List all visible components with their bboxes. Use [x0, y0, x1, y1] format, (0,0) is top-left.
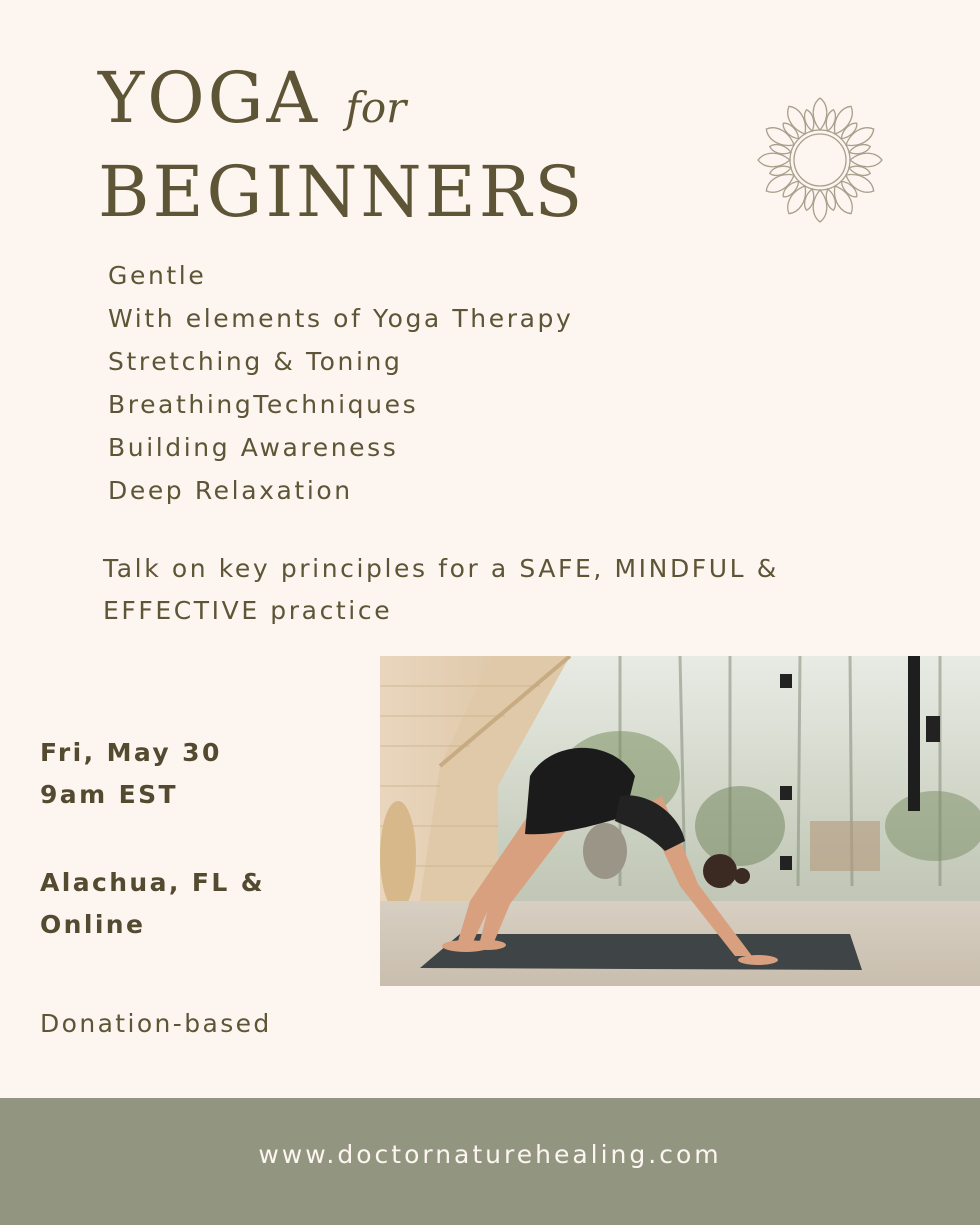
feature-item: BreathingTechniques: [108, 390, 419, 419]
website-link[interactable]: www.doctornaturehealing.com: [258, 1140, 722, 1169]
event-date: Fri, May 30: [40, 738, 222, 767]
feature-item: Gentle: [108, 261, 207, 290]
title-yoga: YOGA: [98, 57, 321, 139]
title-beginners: BEGINNERS: [98, 151, 586, 233]
feature-item: With elements of Yoga Therapy: [108, 304, 574, 333]
talk-line-1: Talk on key principles for a SAFE, MINDFUL &: [103, 554, 779, 583]
feature-list: [108, 254, 573, 512]
feature-item: Stretching & Toning: [108, 347, 403, 376]
mandala-icon: [756, 96, 884, 224]
poster-title: [98, 58, 585, 232]
event-price: Donation-based: [40, 1009, 272, 1038]
title-for: for: [345, 83, 407, 132]
event-location-line-2: Online: [40, 910, 146, 939]
feature-item: Building Awareness: [108, 433, 399, 462]
event-datetime: [40, 732, 222, 816]
talk-description: [103, 548, 923, 632]
event-location-line-1: Alachua, FL &: [40, 868, 265, 897]
yoga-downward-dog-photo: [380, 656, 980, 986]
feature-item: Deep Relaxation: [108, 476, 353, 505]
talk-line-2: EFFECTIVE practice: [103, 596, 393, 625]
event-time: 9am EST: [40, 780, 178, 809]
event-location: [40, 862, 265, 946]
